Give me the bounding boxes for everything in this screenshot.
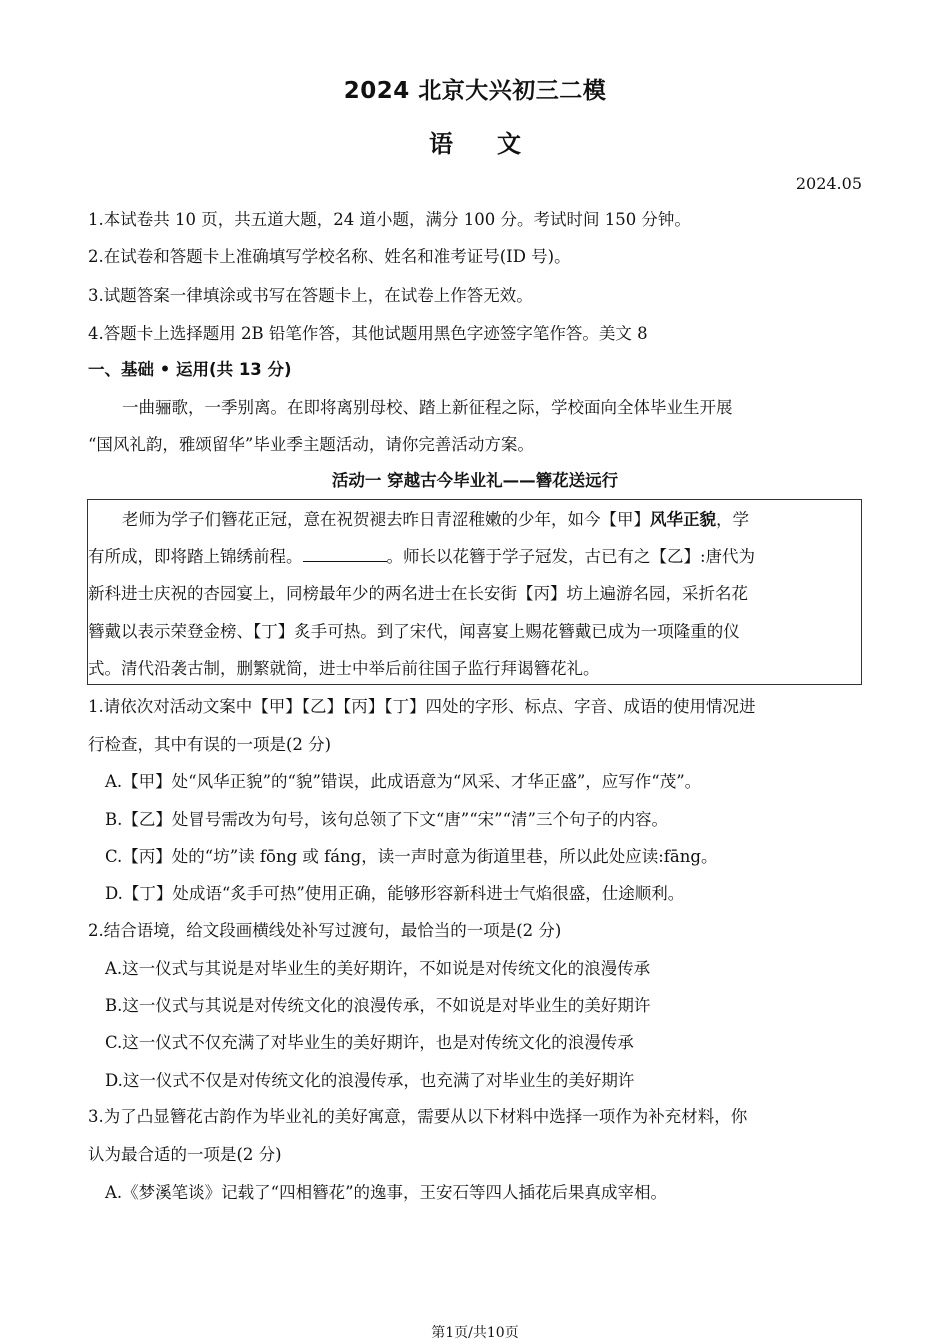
question-2-stem: 2.结合语境，给文段画横线处补写过渡句，最恰当的一项是(2 分) [88, 921, 562, 940]
activity-title: 活动一 穿越古今毕业礼——簪花送远行 [331, 471, 619, 490]
subject-title: 语文 [429, 130, 565, 158]
section-heading: 一、基础 • 运用(共 13 分) [88, 360, 292, 379]
question-2-option-b: B.这一仪式与其说是对传统文化的浪漫传承，不如说是对毕业生的美好期许 [105, 996, 651, 1015]
note-2: 2.在试卷和答题卡上准确填写学校名称、姓名和准考证号(ID 号)。 [88, 247, 571, 266]
question-1-stem: 1.请依次对活动文案中【甲】【乙】【丙】【丁】四处的字形、标点、字音、成语的使用情况进 [88, 697, 756, 716]
question-3-stem: 3.为了凸显簪花古韵作为毕业礼的美好寓意，需要从以下材料中选择一项作为补充材料，你 [88, 1107, 748, 1126]
question-1-option-d: D.【丁】处成语“炙手可热”使用正确，能够形容新科进士气焰很盛，仕途顺利。 [105, 884, 685, 903]
page-footer: 第1页/共10页 [431, 1325, 519, 1341]
question-3-stem-cont: 认为最合适的一项是(2 分) [88, 1145, 282, 1164]
question-1-stem-cont: 行检查，其中有误的一项是(2 分) [88, 735, 332, 754]
passage-text: 。师长以花簪于学子冠发，古已有之【乙】:唐代为 [386, 547, 756, 566]
passage-text: 有所成，即将踏上锦绣前程。 [88, 547, 303, 566]
passage-text: ，学 [716, 510, 749, 529]
intro-line-1: 一曲骊歌，一季别离。在即将离别母校、踏上新征程之际，学校面向全体毕业生开展 [122, 398, 733, 417]
question-1-option-b: B.【乙】处冒号需改为句号，该句总领了下文“唐”“宋”“清”三个句子的内容。 [105, 810, 668, 829]
question-1-option-a: A.【甲】处“风华正貌”的“貌”错误，此成语意为“风采、才华正盛”，应写作“茂”。 [105, 772, 702, 791]
question-1-option-c: C.【丙】处的“坊”读 fōng 或 fáng，读一声时意为街道里巷，所以此处应读:fāng。 [105, 847, 718, 866]
question-2-option-c: C.这一仪式不仅充满了对毕业生的美好期许，也是对传统文化的浪漫传承 [105, 1033, 634, 1052]
passage-line-1 [122, 506, 749, 530]
passage-line-2 [88, 543, 755, 567]
passage-text: 老师为学子们簪花正冠，意在祝贺褪去昨日青涩稚嫩的少年，如今【甲】 [122, 510, 650, 529]
exam-date: 2024.05 [795, 174, 862, 193]
exam-title: 2024 北京大兴初三二模 [343, 78, 607, 104]
passage-emphasis: 风华正貌 [650, 510, 716, 529]
fill-blank-line [303, 547, 387, 562]
note-1: 1.本试卷共 10 页，共五道大题，24 道小题，满分 100 分。考试时间 150 分钟。 [88, 210, 691, 229]
question-2-option-d: D.这一仪式不仅是对传统文化的浪漫传承，也充满了对毕业生的美好期许 [105, 1071, 635, 1090]
note-3: 3.试题答案一律填涂或书写在答题卡上，在试卷上作答无效。 [88, 286, 533, 305]
question-3-option-a: A.《梦溪笔谈》记载了“四相簪花”的逸事，王安石等四人插花后果真成宰相。 [105, 1183, 668, 1202]
passage-line-4: 簪戴以表示荣登金榜、【丁】炙手可热。到了宋代，闻喜宴上赐花簪戴已成为一项隆重的仪 [88, 622, 740, 641]
passage-line-3: 新科进士庆祝的杏园宴上，同榜最年少的两名进士在长安街【丙】坊上遍游名园，采折名花 [88, 584, 748, 603]
passage-line-5: 式。清代沿袭古制，删繁就简，进士中举后前往国子监行拜谒簪花礼。 [88, 659, 600, 678]
note-4: 4.答题卡上选择题用 2B 铅笔作答，其他试题用黑色字迹签字笔作答。美文 8 [88, 324, 648, 343]
question-2-option-a: A.这一仪式与其说是对毕业生的美好期许，不如说是对传统文化的浪漫传承 [105, 959, 651, 978]
intro-line-2: “国风礼韵，雅颂留华”毕业季主题活动，请你完善活动方案。 [88, 435, 534, 454]
